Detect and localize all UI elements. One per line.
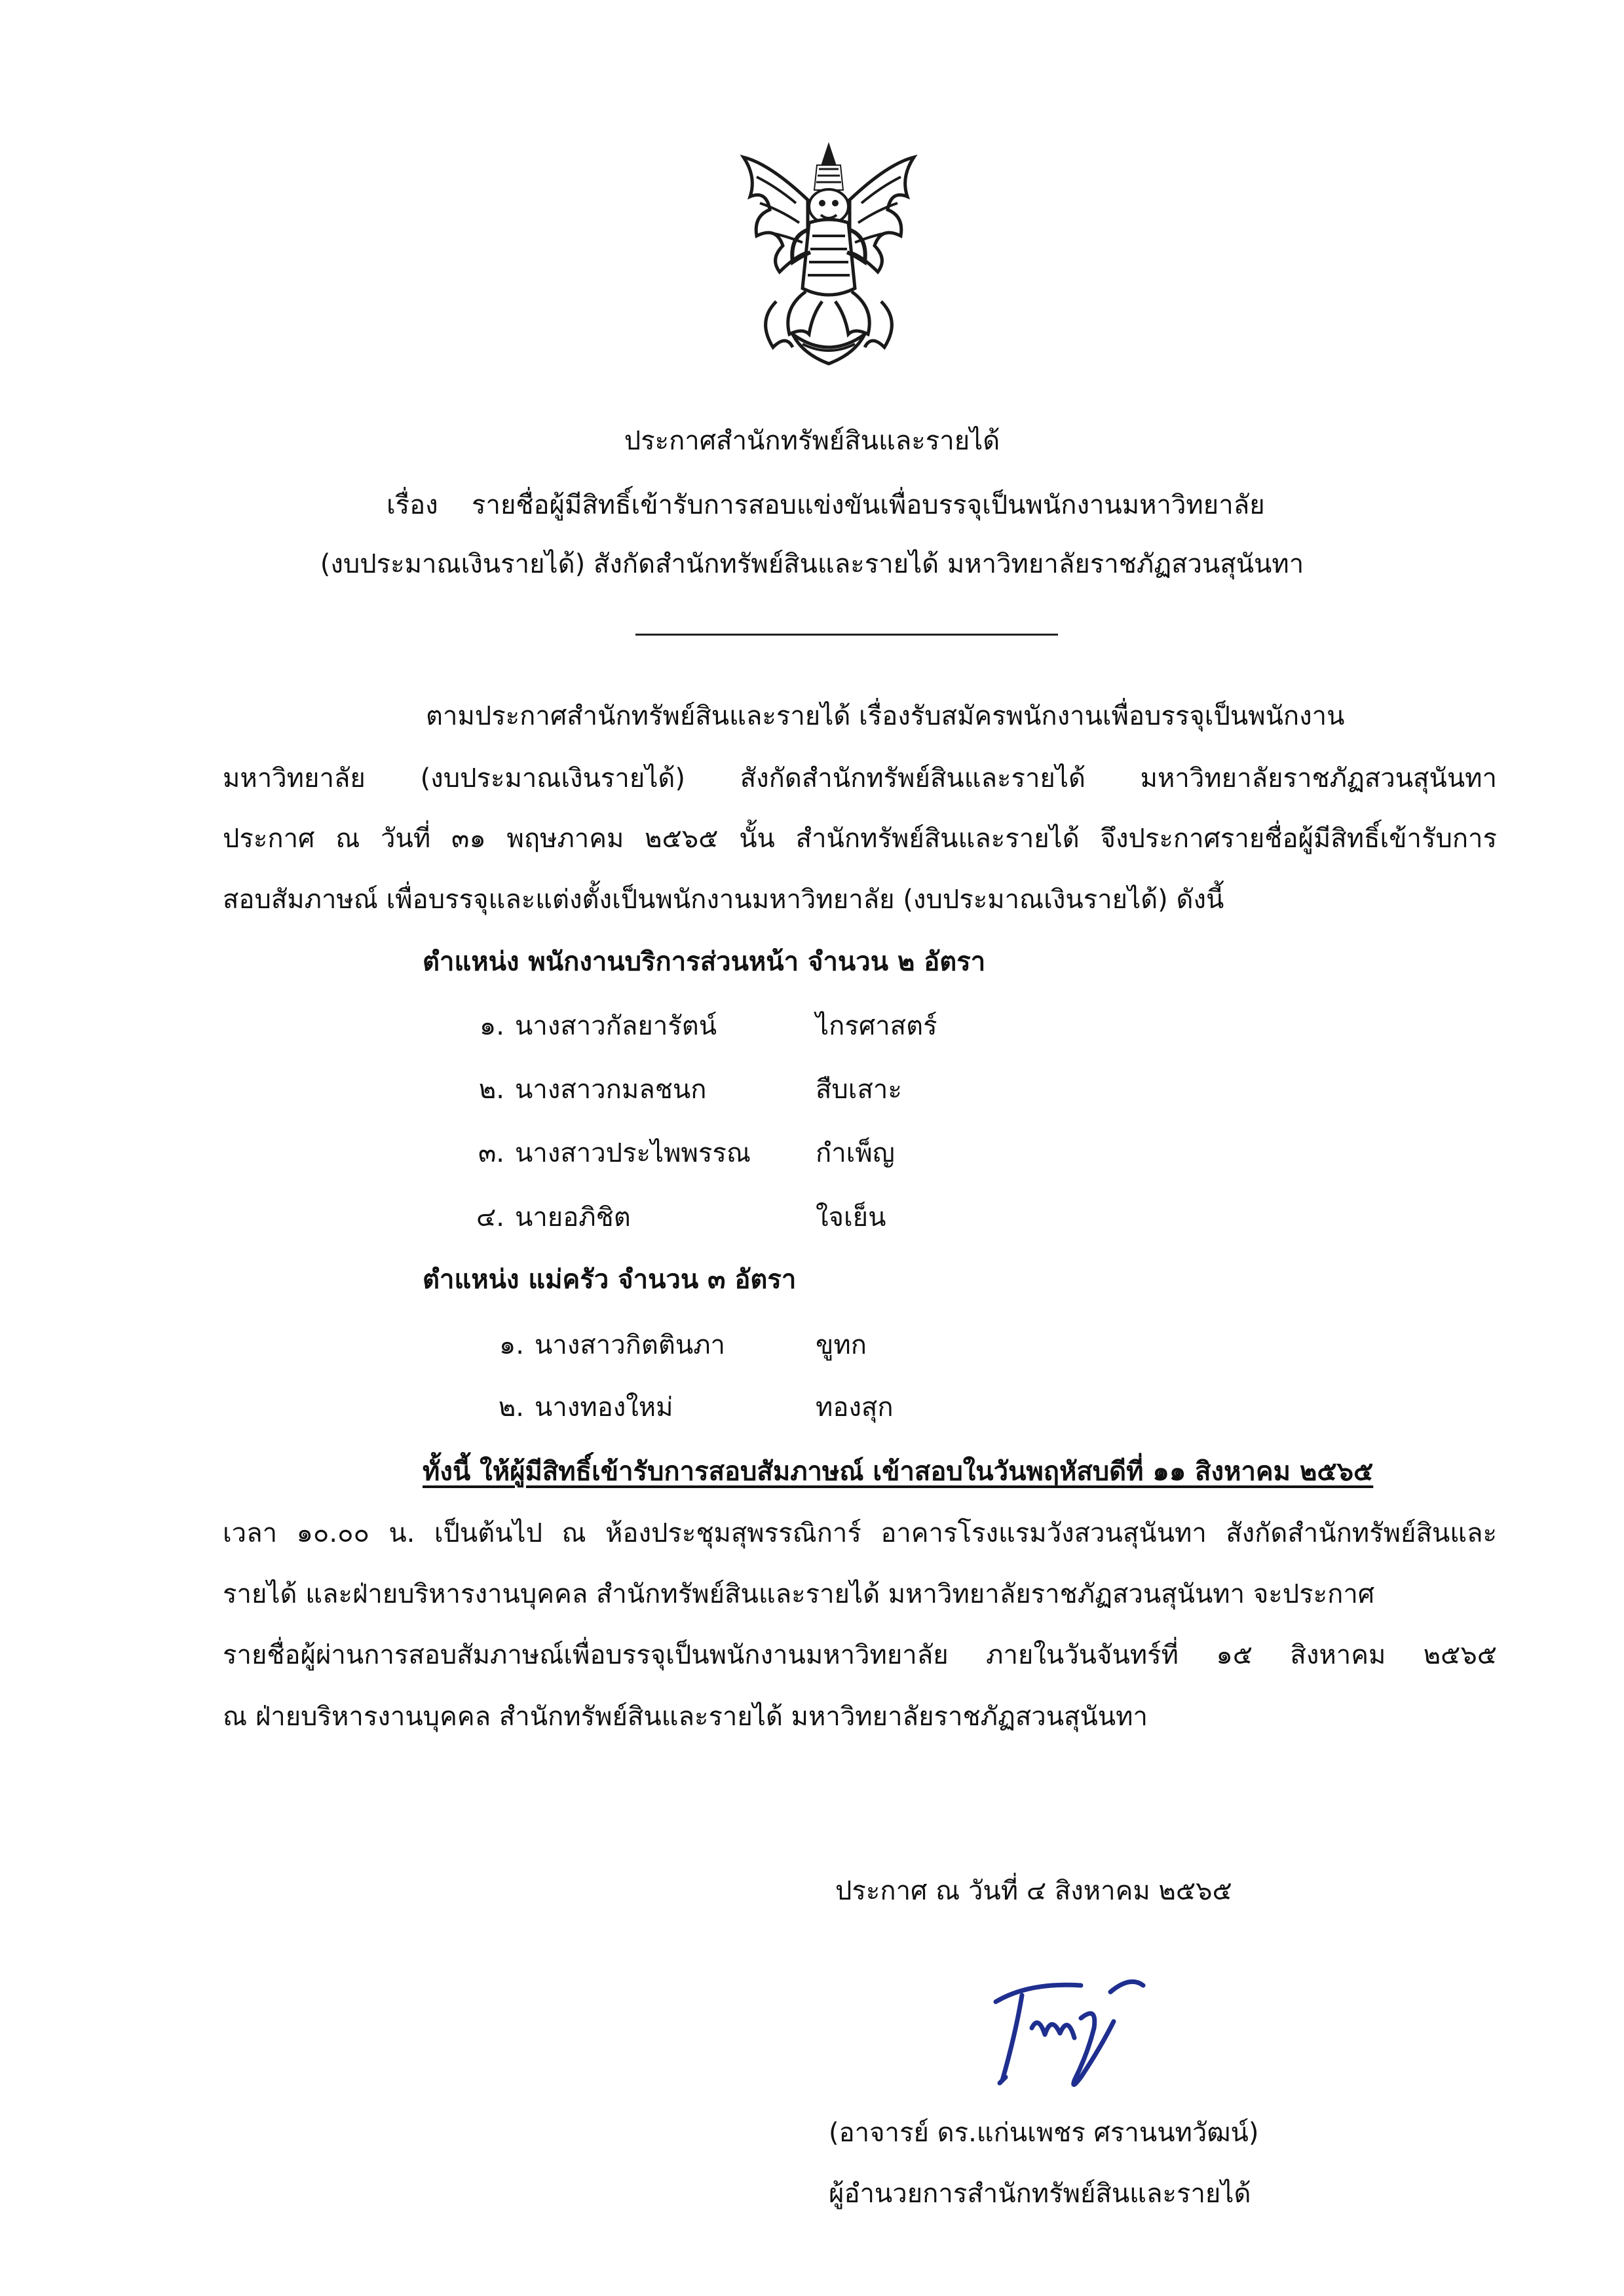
exam-line-2: รายได้ และฝ่ายบริหารงานบุคคล สำนักทรัพย์สินและรายได้ มหาวิทยาลัยราชภัฏสวนสุนันทา จะประกาศ [223, 1579, 1375, 1609]
subject-line-2: (งบประมาณเงินรายได้) สังกัดสำนักทรัพย์สินและรายได้ มหาวิทยาลัยราชภัฏสวนสุนันทา [320, 549, 1304, 579]
handwritten-signature-icon [983, 1956, 1153, 2094]
garuda-emblem-icon [730, 138, 927, 377]
header-divider [635, 634, 1058, 636]
intro-line-4: สอบสัมภาษณ์ เพื่อบรรจุและแต่งตั้งเป็นพนักงานมหาวิทยาลัย (งบประมาณเงินรายได้) ดังนี้ [223, 885, 1224, 915]
signer-title: ผู้อำนวยการสำนักทรัพย์สินและรายได้ [829, 2179, 1251, 2209]
agency-title: ประกาศสำนักทรัพย์สินและรายได้ [624, 426, 1000, 456]
list-item: ๒. นางทองใหม่ ทองสุก [498, 1392, 894, 1423]
intro-line-2: มหาวิทยาลัย (งบประมาณเงินรายได้) สังกัดสำนักทรัพย์สินและรายได้ มหาวิทยาลัยราชภัฏสวนสุนันทา [223, 763, 1497, 794]
position-1-heading: ตำแหน่ง พนักงานบริการส่วนหน้า จำนวน ๒ อัตรา [423, 947, 986, 977]
intro-line-3: ประกาศ ณ วันที่ ๓๑ พฤษภาคม ๒๕๖๕ นั้น สำนักทรัพย์สินและรายได้ จึงประกาศรายชื่อผู้มีสิทธิ์เข้ารับการ [223, 824, 1497, 854]
subject-label: เรื่อง [387, 490, 438, 520]
list-item: ๔. นายอภิชิต ใจเย็น [476, 1202, 886, 1233]
subject-line-1: รายชื่อผู้มีสิทธิ์เข้ารับการสอบแข่งขันเพื่อบรรจุเป็นพนักงานมหาวิทยาลัย [472, 490, 1265, 520]
exam-highlight: ทั้งนี้ ให้ผู้มีสิทธิ์เข้ารับการสอบสัมภาษณ์ เข้าสอบในวันพฤหัสบดีที่ ๑๑ สิงหาคม ๒๕๖๕ [423, 1457, 1374, 1487]
exam-line-3: รายชื่อผู้ผ่านการสอบสัมภาษณ์เพื่อบรรจุเป็นพนักงานมหาวิทยาลัย ภายในวันจันทร์ที่ ๑๕ สิงหาคม ๒๕๖๕ [223, 1640, 1497, 1670]
intro-line-1: ตามประกาศสำนักทรัพย์สินและรายได้ เรื่องรับสมัครพนักงานเพื่อบรรจุเป็นพนักงาน [426, 701, 1345, 731]
list-item: ๑. นางสาวกัลยารัตน์ ไกรศาสตร์ [479, 1011, 937, 1041]
exam-line-1: เวลา ๑๐.๐๐ น. เป็นต้นไป ณ ห้องประชุมสุพรรณิการ์ อาคารโรงแรมวังสวนสุนันทา สังกัดสำนักทรัพย์สินและ [223, 1518, 1497, 1548]
announce-date: ประกาศ ณ วันที่ ๔ สิงหาคม ๒๕๖๕ [835, 1876, 1232, 1906]
position-2-heading: ตำแหน่ง แม่ครัว จำนวน ๓ อัตรา [423, 1265, 797, 1295]
exam-line-4: ณ ฝ่ายบริหารงานบุคคล สำนักทรัพย์สินและรายได้ มหาวิทยาลัยราชภัฏสวนสุนันทา [223, 1702, 1148, 1732]
list-item: ๒. นางสาวกมลชนก สืบเสาะ [478, 1075, 902, 1105]
list-item: ๓. นางสาวประไพพรรณ กำเพ็ญ [478, 1138, 895, 1168]
list-item: ๑. นางสาวกิตตินภา ขูทก [499, 1330, 867, 1360]
signer-name: (อาจารย์ ดร.แก่นเพชร ศรานนทวัฒน์) [829, 2118, 1259, 2148]
